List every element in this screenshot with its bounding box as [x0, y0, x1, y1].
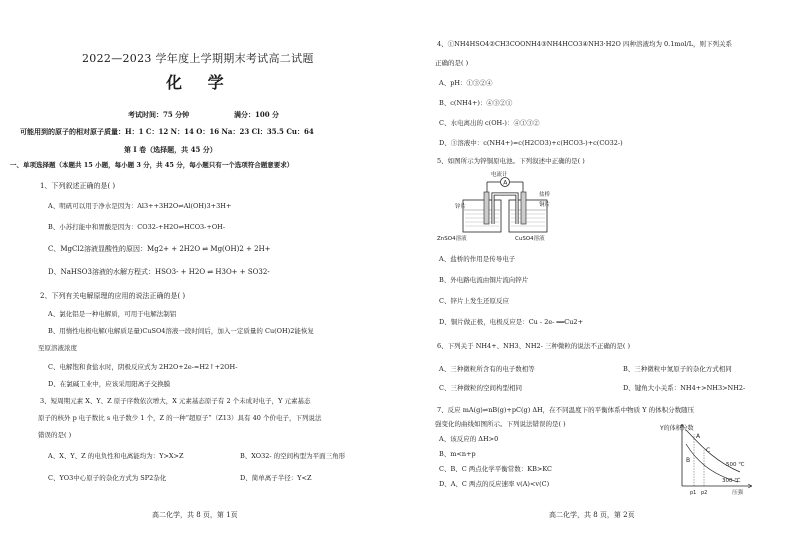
- q3-line2: 原子的核外 p 电子数比 s 电子数少 1 个，Z 的一种“超原子”（Z13）具有 40 个价电子，下列说法: [38, 414, 322, 422]
- salt-bridge-label: 盐桥: [539, 192, 551, 198]
- q2-option-d: D、在氯碱工业中，应该采用阳离子交换膜: [48, 380, 171, 388]
- q1-option-a: A、明矾可以用于净水是因为：Al3++3H2O⇌Al(OH)3+3H+: [48, 202, 232, 210]
- q4-option-b: B、c(NH4+)：④③②①: [439, 99, 513, 107]
- cuso4-label: CuSO4溶液: [515, 236, 545, 242]
- ammeter-label: 电流计: [491, 172, 508, 178]
- page-2-footer: 高二化学，共 8 页，第 2页: [549, 511, 635, 519]
- point-b-label: B: [686, 457, 691, 464]
- q6-option-d: D、键角大小关系：NH4+>NH3>NH2-: [623, 384, 746, 392]
- point-c-label: C: [706, 447, 711, 454]
- curve-500-label: 500 ℃: [726, 462, 745, 468]
- graph-xlabel: 压强: [732, 490, 744, 496]
- q5-option-b: B、外电路电流由铜片流向锌片: [439, 276, 529, 284]
- p1-label: p1: [690, 490, 697, 496]
- q4-option-c: C、水电离出的 c(OH-)：④①③②: [439, 119, 540, 127]
- q6-option-b: B、三种微粒中氮原子的杂化方式相同: [623, 365, 732, 373]
- atomic-masses: 可能用到的原子的相对原子质量：H：1 C：12 N：14 O：16 Na：23 Cl：35.5 Cu：64: [20, 127, 314, 136]
- p2-label: p2: [701, 490, 708, 496]
- curve-300-label: 300 ℃: [722, 478, 741, 484]
- full-score: 满分：100 分: [234, 110, 280, 119]
- part-1-heading: 一、单项选择题（本题共 15 小题，每小题 3 分，共 45 分，每小题只有一个选项符合题意要求）: [10, 161, 294, 169]
- q2-option-b-line1: B、用惰性电极电解(电解质足量)CuSO4溶液一段时间后，加入一定质量的 Cu(OH)2能恢复: [48, 327, 314, 335]
- galvanic-cell-figure: [427, 170, 587, 244]
- left-beaker: [463, 200, 501, 232]
- q1-option-b: B、小苏打能中和胃酸是因为：CO32-+H2O⇌HCO3-+OH-: [48, 223, 226, 231]
- point-a-label: A: [696, 433, 701, 440]
- q7-graph: [652, 420, 792, 498]
- q2-option-a: A、氯化铝是一种电解质，可用于电解法制铝: [48, 310, 177, 318]
- q5-stem: 5、如图所示为锌铜原电池。下列叙述中正确的是( ): [437, 157, 585, 165]
- q3-option-c: C、YO3中心原子的杂化方式为 SP2杂化: [48, 474, 167, 482]
- zinc-label: 锌片: [455, 204, 467, 210]
- q2-stem: 2、下列有关电解原理的应用的说法正确的是( ): [40, 292, 186, 300]
- q2-option-b-line2: 至原溶液浓度: [38, 344, 77, 352]
- section-1-title: 第 I 卷（选择题，共 45 分）: [124, 145, 217, 154]
- page-2: [397, 0, 794, 558]
- page-1-footer: 高二化学，共 8 页，第 1页: [152, 511, 238, 519]
- q7-option-b: B、m<n+p: [439, 450, 476, 458]
- q4-stem-line2: 正确的是( ): [435, 59, 469, 67]
- q1-option-d: D、NaHSO3溶液的水解方程式：HSO3- + H2O ⇌ H3O+ + SO32-: [48, 268, 270, 276]
- q4-stem-line1: 4、①NH4HSO4②CH3COONH4③NH4HCO3④NH3·H2O 四种溶液均为 0.1mol/L，则下列关系: [437, 40, 733, 48]
- q4-option-a: A、pH：①③②④: [439, 79, 493, 87]
- q3-line3: 错误的是( ): [38, 431, 72, 439]
- q1-option-c: C、MgCl2溶液显酸性的原因：Mg2+ + 2H2O ⇌ Mg(OH)2 + 2H+: [48, 245, 271, 253]
- q5-option-a: A、盐桥的作用是传导电子: [439, 255, 516, 263]
- copper-label: 铜片: [539, 202, 551, 208]
- svg-text:A: A: [503, 179, 508, 187]
- zinc-electrode: [484, 192, 489, 224]
- subject-title: 化 学: [166, 73, 234, 92]
- q4-option-d: D、③溶液中：c(NH4+)=c(H2CO3)+c(HCO3-)+c(CO32-): [439, 139, 623, 147]
- q7-line1: 7、反应 mA(g)⇌nB(g)+pC(g) ΔH，在不同温度下的平衡体系中物质 Y 的体积分数随压: [437, 406, 695, 414]
- q5-option-c: C、锌片上发生还原反应: [439, 297, 509, 305]
- exam-title: 2022—2023 学年度上学期期末考试高二试题: [82, 52, 314, 65]
- q2-option-c: C、电解饱和食盐水时，阴极反应式为 2H2O+2e-=H2↑+2OH-: [48, 363, 238, 371]
- q7-option-c: C、B、C 两点化学平衡常数：KB>KC: [439, 465, 553, 473]
- q3-option-d: D、简单离子半径：Y<Z: [240, 474, 312, 482]
- q6-option-c: C、三种微粒的空间构型相同: [439, 384, 522, 392]
- q7-line2: 强变化的曲线如图所示。下列说法错误的是( ): [435, 420, 566, 428]
- graph-ylabel: Y的体积分数: [660, 425, 694, 432]
- copper-electrode: [521, 192, 526, 224]
- q3-option-a: A、X、Y、Z 的电负性和电离能均为：Y>X>Z: [48, 452, 184, 460]
- q5-option-d: D、铜片做正极，电极反应是：Cu - 2e- ══Cu2+: [439, 318, 584, 326]
- q7-option-a: A、该反应的 ΔH>0: [439, 435, 499, 443]
- q6-option-a: A、三种微粒所含有的电子数相等: [439, 365, 535, 373]
- q7-option-d: D、A、C 两点的反应速率 v(A)<v(C): [439, 480, 550, 488]
- q3-option-b: B、XO32- 的空间构型为平面三角形: [240, 452, 346, 460]
- znso4-label: ZnSO4溶液: [437, 236, 467, 242]
- q3-line1: 3、短周期元素 X、Y、Z 原子序数依次增大，X 元素基态原子有 2 个未成对电子，Y 元素基态: [40, 397, 311, 405]
- q6-stem: 6、下列关于 NH4+、NH3、NH2- 三种微粒的说法不正确的是( ): [437, 342, 631, 350]
- salt-bridge: [493, 194, 517, 224]
- exam-time: 考试时间：75 分钟: [128, 110, 190, 119]
- q1-stem: 1、下列叙述正确的是( ): [40, 182, 116, 190]
